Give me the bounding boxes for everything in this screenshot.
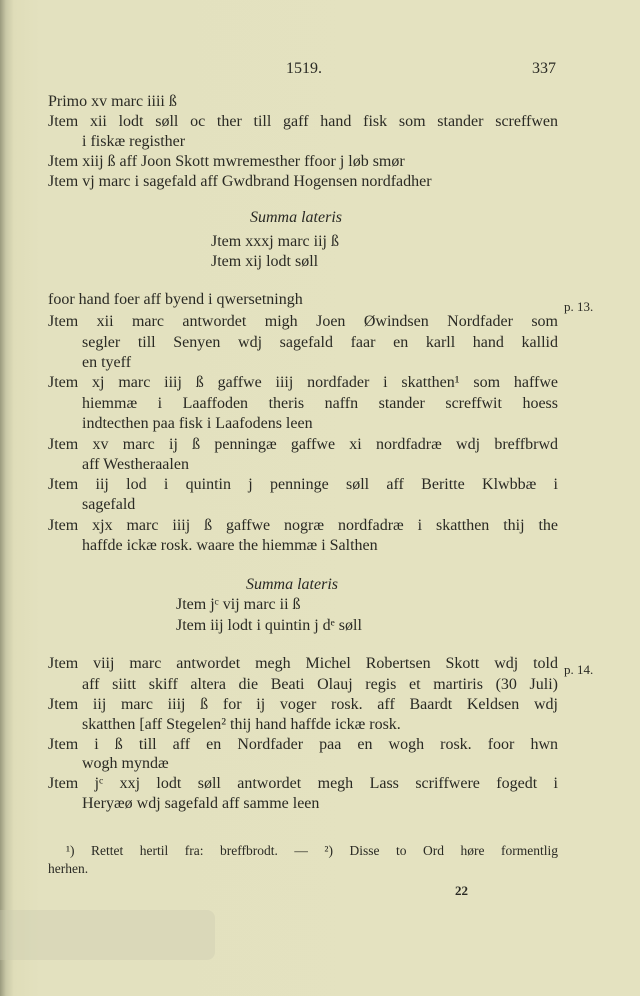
running-header-year: 1519.: [286, 60, 322, 77]
text-line: Jtem xjx marc iiij ß gaffwe nogræ nordfadræ i skatthen thij the: [48, 517, 558, 534]
text-line: Jtem iij marc iiij ß for ij voger rosk. aff Baardt Keldsen wdj: [48, 696, 558, 713]
text-line: aff Westheraalen: [82, 456, 189, 473]
text-line: wogh myndæ: [82, 755, 169, 772]
summa-title: Summa lateris: [246, 576, 338, 593]
page-number: 337: [532, 60, 556, 77]
summa-line: Jtem xxxj marc iij ß: [211, 233, 339, 250]
margin-note: p. 14.: [564, 662, 594, 677]
summa-line: Jtem iij lodt i quintin j dᵉ søll: [176, 617, 362, 634]
text-line: Jtem i ß till aff en Nordfader paa en wogh rosk. foor hwn: [48, 736, 558, 753]
text-line: Jtem xj marc iiij ß gaffwe iiij nordfader i skatthen¹ som haffwe: [48, 374, 558, 391]
text-line: Jtem viij marc antwordet megh Michel Robertsen Skott wdj told: [48, 655, 558, 672]
summa-line: Jtem xij lodt søll: [211, 253, 319, 270]
text-line: Jtem xiij ß aff Joon Skott mwremesther ffoor j løb smør: [48, 153, 405, 170]
printer-signature: 22: [455, 883, 468, 898]
text-line: aff siitt skiff altera die Beati Olauj regis et martiris (30 Juli): [82, 676, 558, 693]
text-line: indtecthen paa fisk i Laafodens leen: [82, 415, 313, 432]
text-line: Jtem xii marc antwordet migh Joen Øwindsen Nordfader som: [48, 313, 558, 330]
text-line: skatthen [aff Stegelen² thij hand haffde ickæ rosk.: [82, 716, 401, 733]
scan-shadow: [0, 910, 215, 960]
text-line: Heryæø wdj sagefald aff samme leen: [82, 795, 320, 812]
text-line: Jtem iij lod i quintin j penninge søll aff Beritte Klwbbæ i: [48, 476, 558, 493]
text-line: en tyeff: [82, 354, 132, 371]
summa-title: Summa lateris: [250, 209, 342, 226]
footnote: ¹) Rettet hertil fra: breffbrodt. — ²) Disse to Ord høre formentlig: [66, 843, 558, 858]
text-line: foor hand foer aff byend i qwersetningh: [48, 291, 303, 308]
text-line: sagefald: [82, 496, 136, 513]
text-line: Primo xv marc iiii ß: [48, 93, 177, 110]
text-line: segler till Senyen wdj sagefald faar en karll hand kallid: [82, 334, 558, 351]
margin-note: p. 13.: [564, 299, 594, 314]
text-line: i fiskæ registher: [82, 133, 186, 150]
text-line: Jtem xv marc ij ß penningæ gaffwe xi nordfadræ wdj breffbrwd: [48, 436, 558, 453]
text-line: Jtem jᶜ xxj lodt søll antwordet megh Lass scriffwere fogedt i: [48, 775, 558, 792]
text-line: haffde ickæ rosk. waare the hiemmæ i Salthen: [82, 537, 378, 554]
text-line: Jtem xii lodt søll oc ther till gaff hand fisk som stander screffwen: [48, 113, 558, 130]
text-line: hiemmæ i Laaffoden theris naffn stander screffwit hoess: [82, 395, 558, 412]
footnote-continuation: herhen.: [48, 861, 89, 876]
summa-line: Jtem jᶜ vij marc ii ß: [176, 596, 301, 613]
text-line: Jtem vj marc i sagefald aff Gwdbrand Hogensen nordfadher: [48, 173, 432, 190]
